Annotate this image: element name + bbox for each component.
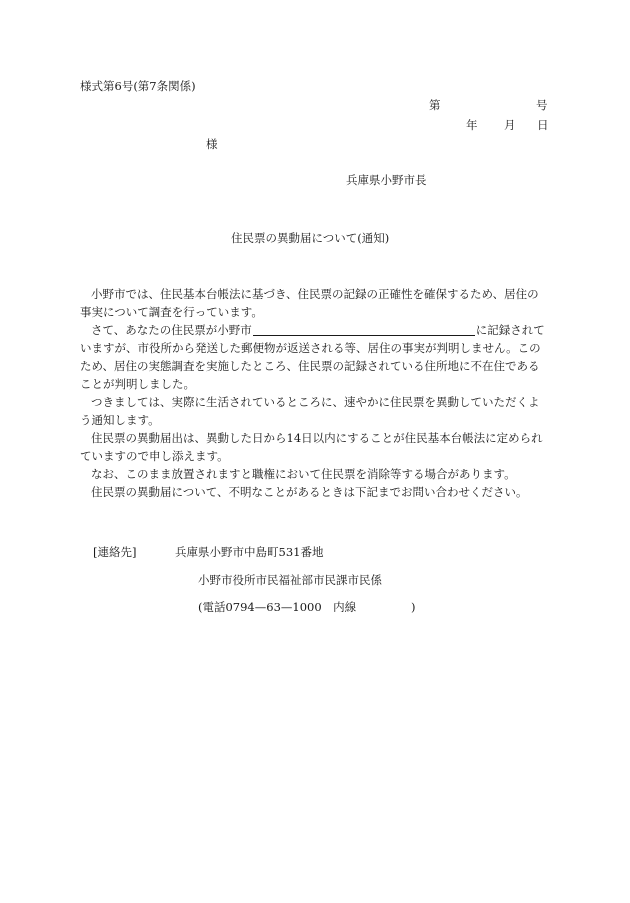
body-line: 事実について調査を行っています。 <box>80 305 263 319</box>
address-blank-line <box>253 323 475 336</box>
body-line: う通知します。 <box>80 413 160 427</box>
body-line: いますが、市役所から発送した郵便物が返送される等、居住の事実が判明しません。この <box>80 341 541 355</box>
date-year-label: 年 <box>466 118 478 132</box>
body-text-segment: に記録されて <box>475 323 545 337</box>
body-line: つきましては、実際に生活されているところに、速やかに住民票を異動していただくよ <box>91 395 540 409</box>
document-title: 住民票の異動届について(通知) <box>231 231 390 245</box>
body-line: 住民票の異動届出は、異動した日から14日以内にすることが住民基本台帳法に定められ <box>91 431 543 445</box>
body-line: ことが判明しました。 <box>80 377 195 391</box>
contact-address: 兵庫県小野市中島町531番地 <box>175 545 324 559</box>
document-number-suffix: 号 <box>536 98 548 112</box>
document-number-prefix: 第 <box>429 98 441 112</box>
body-line-with-blank <box>80 321 550 339</box>
body-line: なお、このまま放置されますと職権において住民票を消除等する場合があります。 <box>91 467 516 481</box>
contact-label: [連絡先] <box>93 545 137 559</box>
contact-phone: (電話0794—63—1000 内線 <box>198 600 357 614</box>
body-line: 住民票の異動届について、不明なことがあるときは下記までお問い合わせください。 <box>91 485 528 499</box>
addressee-honorific: 様 <box>206 137 218 151</box>
body-line: ていますので申し添えます。 <box>80 449 229 463</box>
notice-body <box>80 285 550 501</box>
date-day-label: 日 <box>537 118 549 132</box>
body-text-segment: さて、あなたの住民票が小野市 <box>91 323 252 337</box>
date-month-label: 月 <box>504 118 516 132</box>
contact-department: 小野市役所市民福祉部市民課市民係 <box>198 573 382 587</box>
sender-name: 兵庫県小野市長 <box>346 173 427 187</box>
body-line: 小野市では、住民基本台帳法に基づき、住民票の記録の正確性を確保するため、居住の <box>91 287 539 301</box>
form-number-label: 様式第6号(第7条関係) <box>80 79 196 93</box>
body-line: ため、居住の実態調査を実施したところ、住民票の記録されている住所地に不在住である <box>80 359 540 373</box>
contact-phone-close-paren: ) <box>411 600 416 614</box>
